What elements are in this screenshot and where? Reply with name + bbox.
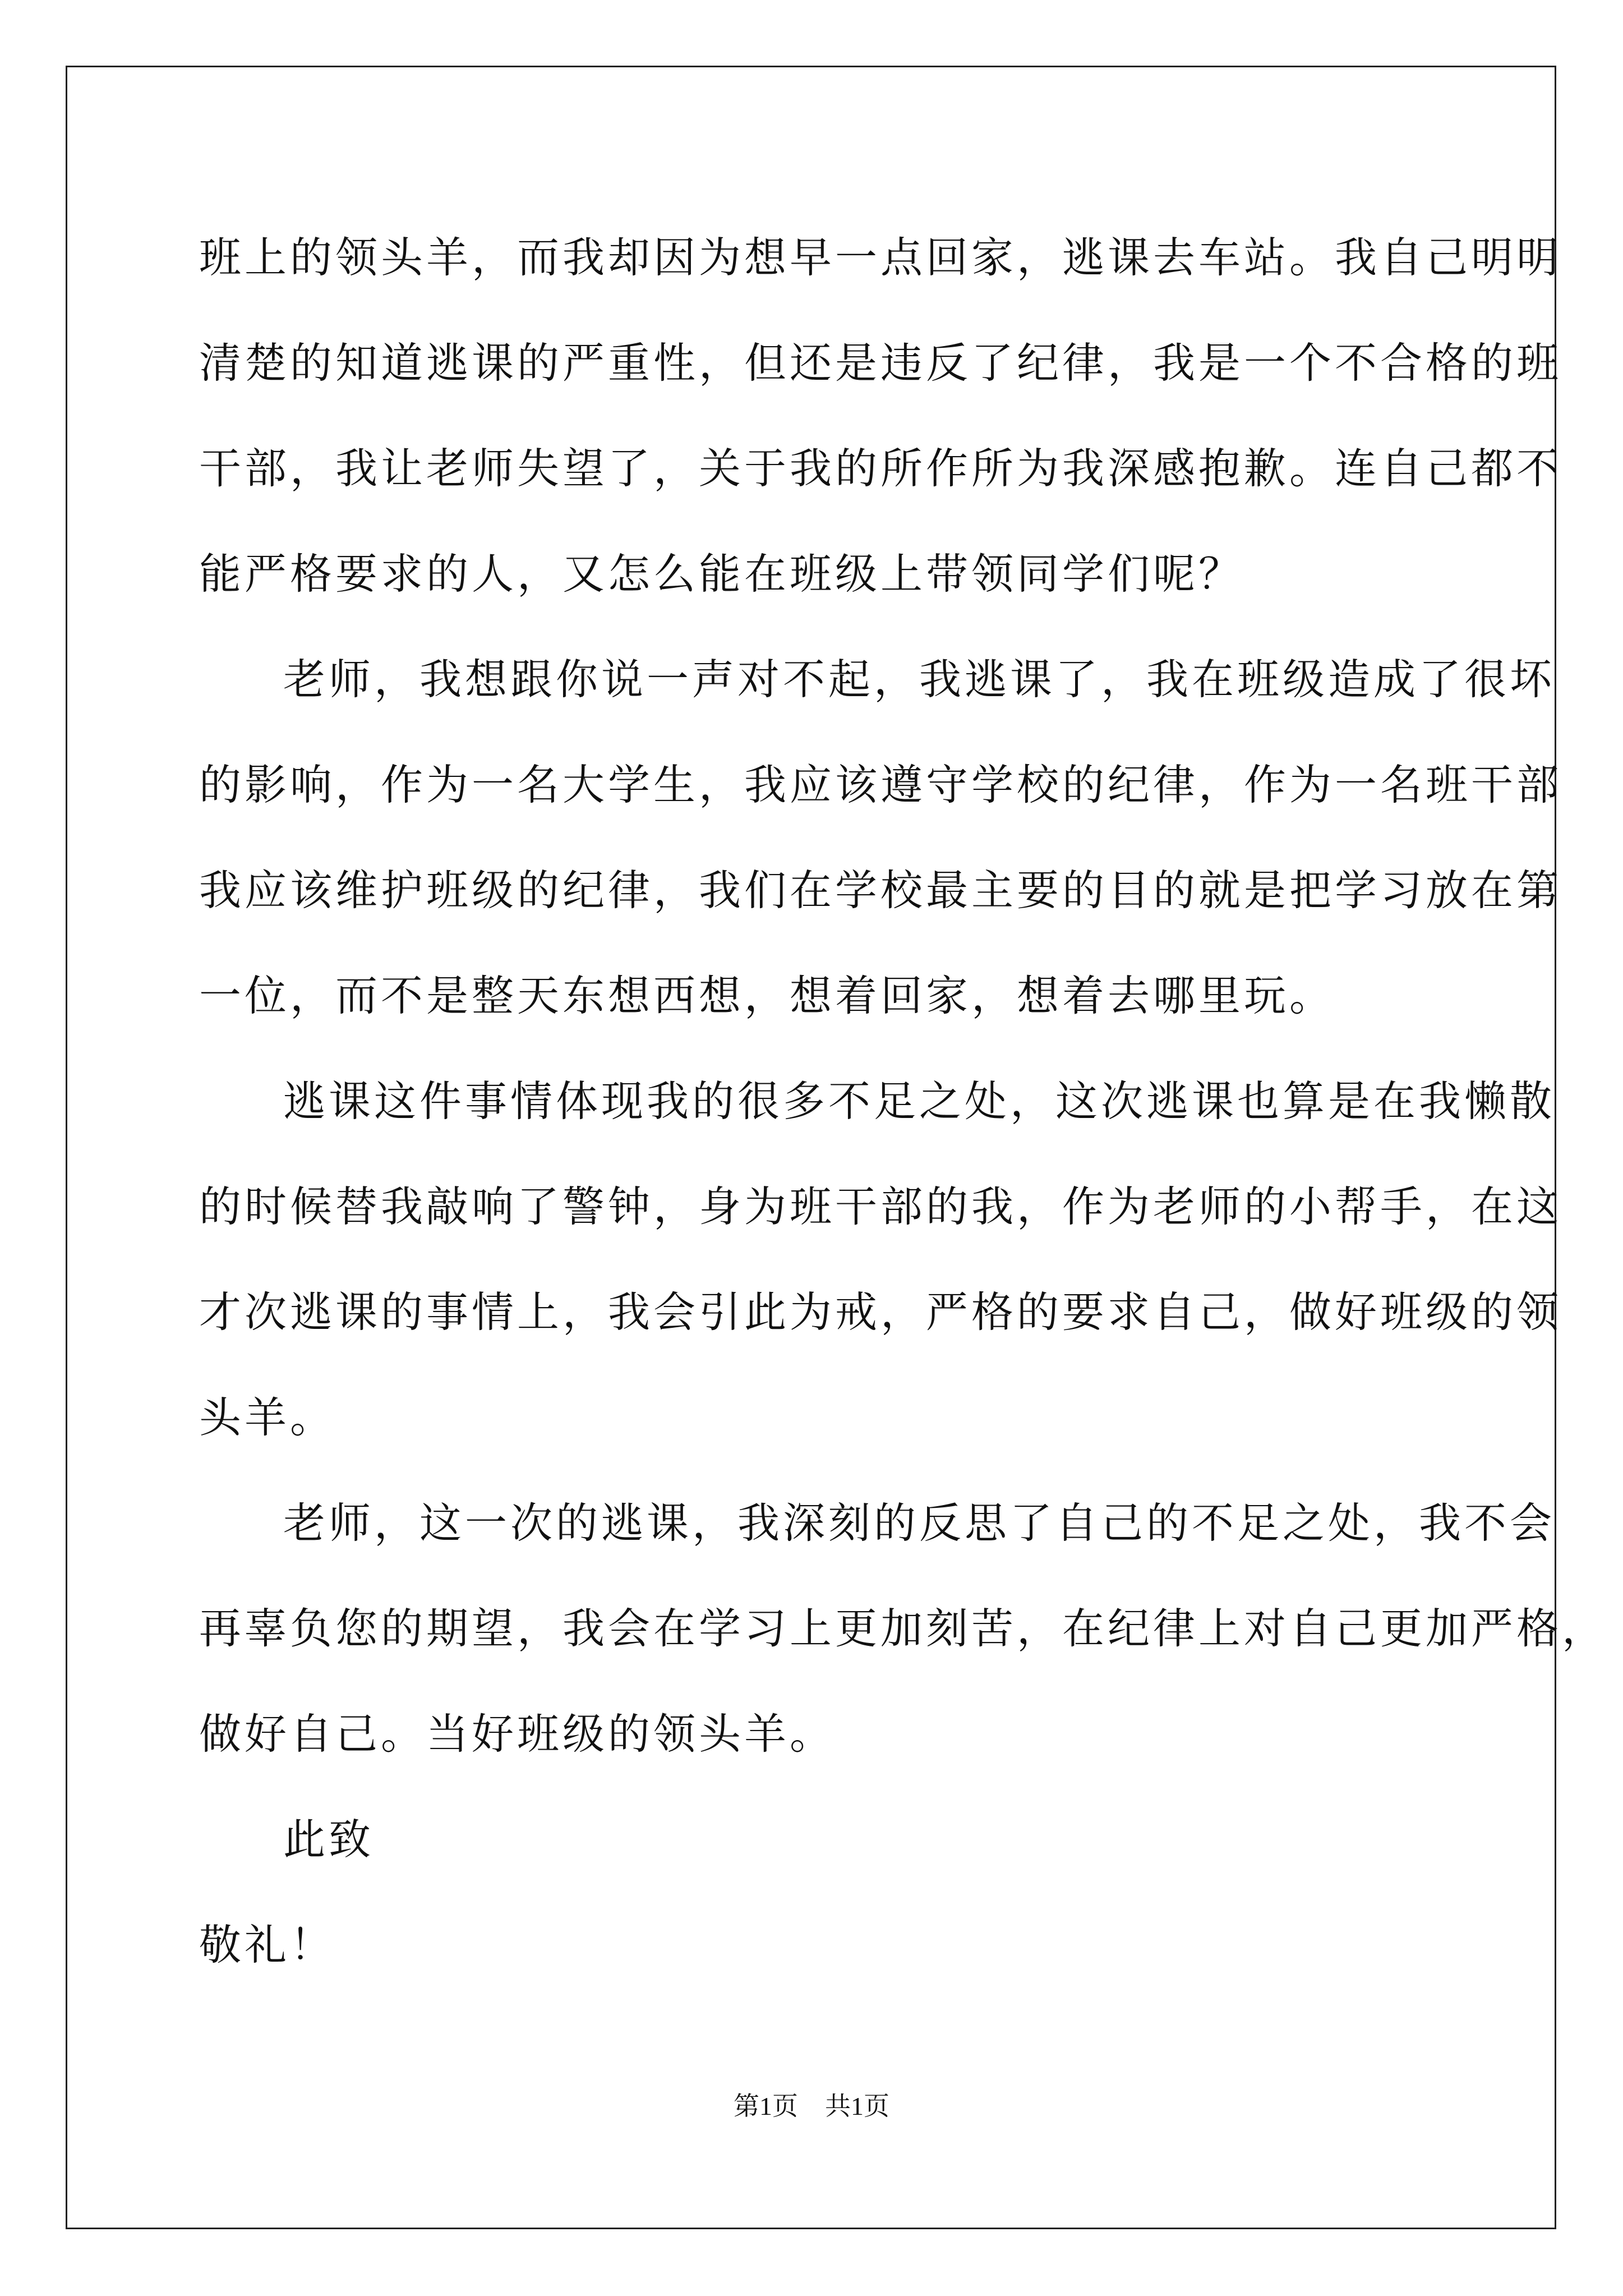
text-line: 才次逃课的事情上，我会引此为戒，严格的要求自己，做好班级的领 bbox=[199, 1287, 1562, 1337]
text-line: 做好自己。当好班级的领头羊。 bbox=[199, 1709, 836, 1759]
document-body bbox=[199, 205, 1608, 1998]
closing-regards: 敬礼！ bbox=[199, 1920, 336, 1970]
text-line: 老师，这一次的逃课，我深刻的反思了自己的不足之处，我不会 bbox=[283, 1498, 1556, 1548]
text-line: 逃课这件事情体现我的很多不足之处，这次逃课也算是在我懒散 bbox=[283, 1076, 1556, 1126]
text-line: 能严格要求的人，又怎么能在班级上带领同学们呢？ bbox=[199, 549, 1244, 599]
text-line: 清楚的知道逃课的严重性，但还是违反了纪律，我是一个不合格的班 bbox=[199, 338, 1562, 388]
page-number-current: 第1页 bbox=[734, 2092, 798, 2120]
text-line: 再辜负您的期望，我会在学习上更加刻苦，在纪律上对自己更加严格， bbox=[199, 1604, 1608, 1653]
text-line: 我应该维护班级的纪律，我们在学校最主要的目的就是把学习放在第 bbox=[199, 866, 1562, 915]
page-number-total: 共1页 bbox=[825, 2092, 889, 2120]
closing-salutation: 此致 bbox=[283, 1815, 375, 1864]
text-line: 班上的领头羊，而我却因为想早一点回家，逃课去车站。我自己明明 bbox=[199, 233, 1562, 282]
page-footer bbox=[0, 2090, 1623, 2123]
text-line: 头羊。 bbox=[199, 1393, 336, 1442]
text-line: 老师，我想跟你说一声对不起，我逃课了，我在班级造成了很坏 bbox=[283, 655, 1556, 704]
text-line: 干部，我让老师失望了，关于我的所作所为我深感抱歉。连自己都不 bbox=[199, 444, 1562, 493]
text-line: 的影响，作为一名大学生，我应该遵守学校的纪律，作为一名班干部 bbox=[199, 760, 1562, 809]
text-line: 一位，而不是整天东想西想，想着回家，想着去哪里玩。 bbox=[199, 971, 1335, 1020]
text-line: 的时候替我敲响了警钟，身为班干部的我，作为老师的小帮手，在这 bbox=[199, 1182, 1562, 1231]
